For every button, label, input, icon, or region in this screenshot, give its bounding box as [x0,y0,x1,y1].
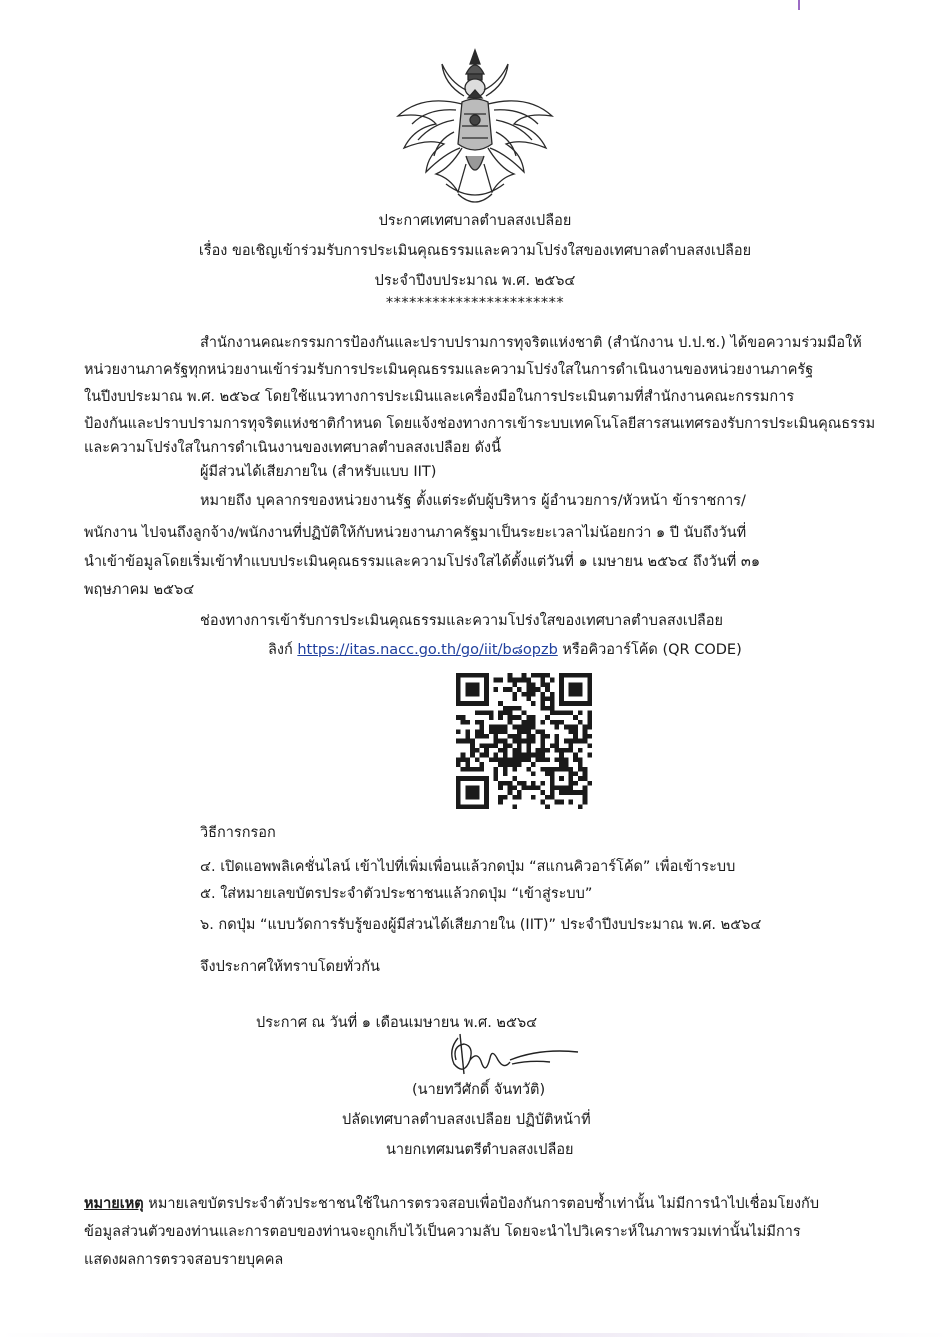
intro-line: ในปีงบประมาณ พ.ศ. ๒๕๖๔ โดยใช้แนวทางการประเมินและเครื่องมือในการประเมินตามที่สำนักงานคณะกรรมการ [84,389,795,405]
channel-heading: ช่องทางการเข้ารับการประเมินคุณธรรมและความโปร่งใสของเทศบาลตำบลสงเปลือย [200,613,724,629]
announcement-subject: เรื่อง ขอเชิญเข้าร่วมรับการประเมินคุณธรรมและความโปร่งใสของเทศบาลตำบลสงเปลือย [198,243,752,259]
step-item: ๖. กดปุ่ม “แบบวัดการรับรู้ของผู้มีส่วนได้เสียภายใน (IIT)” ประจำปีงบประมาณ พ.ศ. ๒๕๖๔ [200,917,762,933]
note-line: ข้อมูลส่วนตัวของท่านและการตอบของท่านจะถูกเก็บไว้เป็นความลับ โดยจะนำไปวิเคราะห์ในภาพรวมเท่านั้นไม่มีการ [84,1224,801,1240]
intro-line: หน่วยงานภาครัฐทุกหน่วยงานเข้าร่วมรับการประเมินคุณธรรมและความโปร่งใสในการดำเนินงานของหน่วยงานภาครัฐ [84,362,814,378]
signatory-position: นายกเทศมนตรีตำบลสงเปลือย [386,1142,574,1158]
note-text: หมายเลขบัตรประจำตัวประชาชนใช้ในการตรวจสอบเพื่อป้องกันการตอบซ้ำเท่านั้น ไม่มีการนำไปเชื่อมโยงกับ [143,1196,820,1212]
link-prefix: ลิงก์ [268,642,293,658]
definition-line: พนักงาน ไปจนถึงลูกจ้าง/พนักงานที่ปฏิบัติให้กับหน่วยงานภาครัฐมาเป็นระยะเวลาไม่น้อยกว่า ๑ ปี นับถึงวันที่ [84,525,747,541]
definition-line: พฤษภาคม ๒๕๖๔ [84,582,195,598]
scan-mark [798,0,800,10]
definition-line: นำเข้าข้อมูลโดยเริ่มเข้าทำแบบประเมินคุณธรรมและความโปร่งใสได้ตั้งแต่วันที่ ๑ เมษายน ๒๕๖๔ ถึงวันที่ ๓๑ [84,554,761,570]
signatory-name: (นายทวีศักดิ์ จันทวัติ) [412,1082,546,1098]
garuda-emblem-icon [392,44,558,212]
link-suffix: หรือคิวอาร์โค้ด (QR CODE) [562,642,742,658]
link-row [268,640,742,660]
announcement-fiscal-year: ประจำปีงบประมาณ พ.ศ. ๒๕๖๔ [374,273,576,289]
steps-heading: วิธีการกรอก [200,825,276,841]
scan-edge [0,1333,950,1337]
assessment-link[interactable]: https://itas.nacc.go.th/go/iit/b๘opzb [297,642,558,658]
stakeholder-heading: ผู้มีส่วนได้เสียภายใน (สำหรับแบบ IIT) [200,464,437,480]
closing-line: จึงประกาศให้ทราบโดยทั่วกัน [200,959,380,975]
qr-code-icon[interactable] [456,673,592,809]
intro-line: ป้องกันและปราบปรามการทุจริตแห่งชาติกำหนด โดยแจ้งช่องทางการเข้าระบบเทคโนโลยีสารสนเทศรองรับการประเมินคุณธรรม [84,416,876,432]
announcement-title: ประกาศเทศบาลตำบลสงเปลือย [378,213,572,229]
intro-line: สำนักงานคณะกรรมการป้องกันและปราบปรามการทุจริตแห่งชาติ (สำนักงาน ป.ป.ช.) ได้ขอความร่วมมือให้ [200,335,862,351]
note-line [84,1194,819,1214]
note-line: แสดงผลการตรวจสอบรายบุคคล [84,1252,284,1268]
signature-mark [430,1030,580,1082]
announce-date: ประกาศ ณ วันที่ ๑ เดือนเมษายน พ.ศ. ๒๕๖๔ [256,1015,538,1031]
intro-line: และความโปร่งใสในการดำเนินงานของเทศบาลตำบลสงเปลือย ดังนี้ [84,440,502,456]
step-item: ๕. ใส่หมายเลขบัตรประจำตัวประชาชนแล้วกดปุ่ม “เข้าสู่ระบบ” [200,886,593,902]
signatory-position: ปลัดเทศบาลตำบลสงเปลือย ปฏิบัติหน้าที่ [342,1112,591,1128]
definition-line: หมายถึง บุคลากรของหน่วยงานรัฐ ตั้งแต่ระดับผู้บริหาร ผู้อำนวยการ/หัวหน้า ข้าราชการ/ [200,493,746,509]
note-label: หมายเหตุ [84,1196,144,1212]
title-separator: *********************** [385,295,565,311]
step-item: ๔. เปิดแอพพลิเคชั่นไลน์ เข้าไปที่เพิ่มเพื่อนแล้วกดปุ่ม “สแกนคิวอาร์โค้ด” เพื่อเข้าระบบ [200,859,736,875]
